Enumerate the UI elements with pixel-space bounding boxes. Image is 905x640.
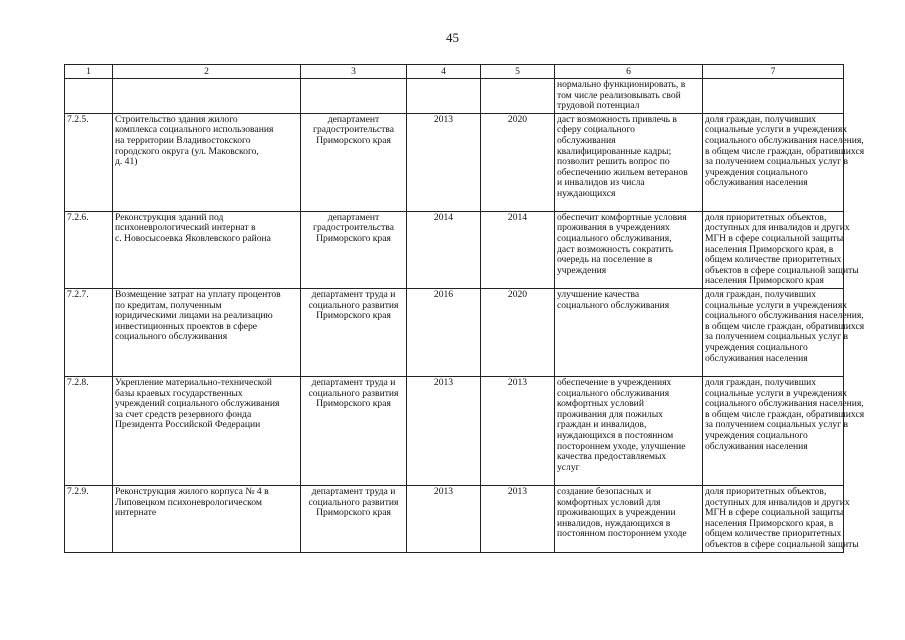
page-number: 45 [446, 30, 459, 45]
column-header-1: 1 [65, 65, 113, 79]
cell-executor [301, 376, 407, 485]
column-header-5: 5 [481, 65, 555, 79]
text-line: доступных для инвалидов и других [705, 496, 850, 508]
cell-measure-name [113, 211, 301, 288]
text-line: качества предоставляемых [557, 451, 667, 463]
text-line: доступных для инвалидов и других [705, 222, 850, 234]
cell-measure-name [113, 485, 301, 552]
text-line: 7.2.8. [67, 376, 89, 388]
text-line: Приморского края [316, 507, 391, 519]
cell-number [65, 485, 113, 552]
text-line: даст возможность привлечь в [557, 113, 677, 125]
text-line: д. 41) [115, 156, 138, 168]
text-line: департамент [327, 113, 380, 125]
text-line: услуг [557, 461, 580, 473]
cell-expected-result [555, 211, 703, 288]
cell-indicator [703, 376, 865, 485]
text-line: нуждающихся в постоянном [557, 429, 674, 441]
text-line: 7.2.7. [67, 288, 89, 300]
cell-executor [301, 79, 407, 114]
cell-start-year: 2013 [407, 485, 481, 552]
text-line: социального обслуживания [557, 299, 670, 311]
text-line: очередь на поселение в [557, 254, 653, 266]
cell-indicator [703, 211, 859, 288]
text-line: Приморского края [316, 310, 391, 322]
text-line: обслуживания населения [705, 177, 808, 189]
cell-number [65, 113, 113, 211]
text-line: Липовецком психоневрологическом [115, 496, 262, 508]
cell-expected-result [555, 79, 703, 114]
table-row [65, 211, 844, 288]
table-row [65, 113, 844, 211]
text-line: обслуживания населения [705, 440, 808, 452]
text-line: объектов в сфере социальной защиты [705, 538, 859, 550]
table-row [65, 485, 844, 552]
text-line: доля граждан, получивших [705, 376, 817, 388]
cell-executor [301, 211, 407, 288]
cell-executor [301, 113, 407, 211]
text-line: учреждения социального [705, 166, 808, 178]
text-line: департамент [327, 211, 380, 223]
text-line: департамент труда и [311, 376, 396, 388]
table-row [65, 288, 844, 376]
text-line: проживающих в учреждении [557, 507, 676, 519]
text-line: и инвалидов из числа [557, 177, 645, 189]
text-line: населения Приморского края, в [705, 517, 834, 529]
text-line: даст возможность сократить [557, 243, 673, 255]
text-line: Укрепление материально-технической [115, 376, 272, 388]
text-line: Приморского края [316, 398, 391, 410]
cell-start-year: 2013 [407, 113, 481, 211]
column-header-7: 7 [703, 65, 844, 79]
text-line: обеспечит комфортные условия [557, 211, 687, 223]
text-line: инвалидов, нуждающихся в [557, 517, 671, 529]
cell-start-year [407, 79, 481, 114]
text-line: проживания в учреждениях [557, 222, 670, 234]
text-line: инвестиционных проектов в сфере [115, 320, 258, 332]
text-line: за получением социальных услуг в [705, 156, 849, 168]
cell-indicator [703, 79, 844, 114]
program-measures-table [64, 64, 865, 553]
text-line: граждан и инвалидов, [557, 419, 647, 431]
text-line: 7.2.5. [67, 113, 89, 125]
text-line: с. Новосысоевка Яковлевского района [115, 232, 271, 244]
text-line: постоянном постороннем уходе [557, 528, 687, 540]
text-line: Реконструкция зданий под [115, 211, 224, 223]
text-line: социального обслуживания, [557, 232, 672, 244]
text-line: сферу социального [557, 124, 635, 136]
text-line: интернате [115, 507, 157, 519]
cell-end-year: 2013 [481, 485, 555, 552]
text-line: населения Приморского края [705, 275, 824, 287]
text-line: доля граждан, получивших [705, 288, 817, 300]
text-line: постороннем уходе, улучшение [557, 440, 686, 452]
column-header-2: 2 [113, 65, 301, 79]
text-line: социального обслуживания населения, [705, 310, 864, 322]
text-line: градостроительства [313, 124, 394, 136]
text-line: социального развития [308, 387, 399, 399]
text-line: в общем числе граждан, обратившихся [705, 145, 865, 157]
cell-end-year: 2020 [481, 288, 555, 376]
text-line: социального обслуживания населения, [705, 398, 864, 410]
text-line: за получением социальных услуг в [705, 331, 849, 343]
cell-measure-name [113, 113, 301, 211]
cell-executor [301, 485, 407, 552]
cell-expected-result [555, 288, 703, 376]
text-line: доля приоритетных объектов, [705, 211, 827, 223]
cell-end-year: 2013 [481, 376, 555, 485]
text-line: учреждений социального обслуживания [115, 398, 280, 410]
text-line: Приморского края [316, 134, 391, 146]
cell-start-year: 2014 [407, 211, 481, 288]
text-line: градостроительства [313, 222, 394, 234]
text-line: позволит решить вопрос по [557, 156, 670, 168]
text-line: социального развития [308, 496, 399, 508]
header-row [65, 65, 844, 79]
text-line: 7.2.6. [67, 211, 89, 223]
text-line: социальные услуги в учреждениях [705, 124, 848, 136]
text-line: том числе реализовывать свой [557, 89, 681, 101]
text-line: нуждающихся [557, 187, 616, 199]
text-line: объектов в сфере социальной защиты [705, 264, 859, 276]
text-line: нормально функционировать, в [557, 79, 686, 90]
text-line: обслуживания [557, 134, 616, 146]
text-line: социального развития [308, 299, 399, 311]
cell-measure-name [113, 288, 301, 376]
column-header-6: 6 [555, 65, 703, 79]
text-line: в общем числе граждан, обратившихся [705, 408, 865, 420]
text-line: обеспечению жильем ветеранов [557, 166, 688, 178]
text-line: МГН в сфере социальной защиты [705, 232, 844, 244]
cell-indicator [703, 485, 859, 552]
text-line: комфортных условий для [557, 496, 661, 508]
cell-number [65, 376, 113, 485]
table-row [65, 79, 844, 114]
text-line: МГН в сфере социальной защиты [705, 507, 844, 519]
cell-executor [301, 288, 407, 376]
cell-number [65, 79, 113, 114]
cell-number [65, 288, 113, 376]
text-line: трудовой потенциал [557, 100, 640, 112]
text-line: учреждения [557, 264, 607, 276]
cell-end-year [481, 79, 555, 114]
text-line: общем количестве приоритетных [705, 254, 842, 266]
cell-indicator [703, 288, 865, 376]
text-line: социальные услуги в учреждениях [705, 387, 848, 399]
cell-measure-name [113, 376, 301, 485]
text-line: департамент труда и [311, 485, 396, 497]
text-line: доля приоритетных объектов, [705, 485, 827, 497]
text-line: психоневрологический интернат в [115, 222, 256, 234]
text-line: населения Приморского края, в [705, 243, 834, 255]
cell-end-year: 2014 [481, 211, 555, 288]
text-line: Строительство здания жилого [115, 113, 238, 125]
cell-number [65, 211, 113, 288]
cell-expected-result [555, 113, 703, 211]
cell-measure-name [113, 79, 301, 114]
column-header-4: 4 [407, 65, 481, 79]
text-line: социального обслуживания [115, 331, 228, 343]
column-header-3: 3 [301, 65, 407, 79]
cell-end-year: 2020 [481, 113, 555, 211]
text-line: учреждения социального [705, 341, 808, 353]
text-line: комфортных условий [557, 398, 644, 410]
text-line: в общем числе граждан, обратившихся [705, 320, 865, 332]
text-line: юридическими лицами на реализацию [115, 310, 273, 322]
text-line: базы краевых государственных [115, 387, 243, 399]
text-line: обеспечение в учреждениях [557, 376, 672, 388]
cell-expected-result [555, 376, 703, 485]
text-line: Реконструкция жилого корпуса № 4 в [115, 485, 269, 497]
text-line: Президента Российской Федерации [115, 419, 261, 431]
text-line: учреждения социального [705, 429, 808, 441]
text-line: 7.2.9. [67, 485, 89, 497]
text-line: создание безопасных и [557, 485, 651, 497]
text-line: за счет средств резервного фонда [115, 408, 252, 420]
text-line: комплекса социального использования [115, 124, 274, 136]
text-line: Возмещение затрат на уплату процентов [115, 288, 281, 300]
text-line: за получением социальных услуг в [705, 419, 849, 431]
text-line: социального обслуживания [557, 387, 670, 399]
text-line: по кредитам, полученным [115, 299, 222, 311]
table-row [65, 376, 844, 485]
text-line: общем количестве приоритетных [705, 528, 842, 540]
text-line: на территории Владивостокского [115, 134, 251, 146]
text-line: улучшение качества [557, 288, 640, 300]
text-line: социального обслуживания населения, [705, 134, 864, 146]
text-line: социальные услуги в учреждениях [705, 299, 848, 311]
text-line: обслуживания населения [705, 352, 808, 364]
text-line: Приморского края [316, 232, 391, 244]
text-line: проживания для пожилых [557, 408, 663, 420]
text-line: департамент труда и [311, 288, 396, 300]
text-line: квалифицированные кадры; [557, 145, 672, 157]
cell-indicator [703, 113, 865, 211]
cell-start-year: 2016 [407, 288, 481, 376]
cell-expected-result [555, 485, 703, 552]
text-line: доля граждан, получивших [705, 113, 817, 125]
text-line: городского округа (ул. Маковского, [115, 145, 259, 157]
cell-start-year: 2013 [407, 376, 481, 485]
